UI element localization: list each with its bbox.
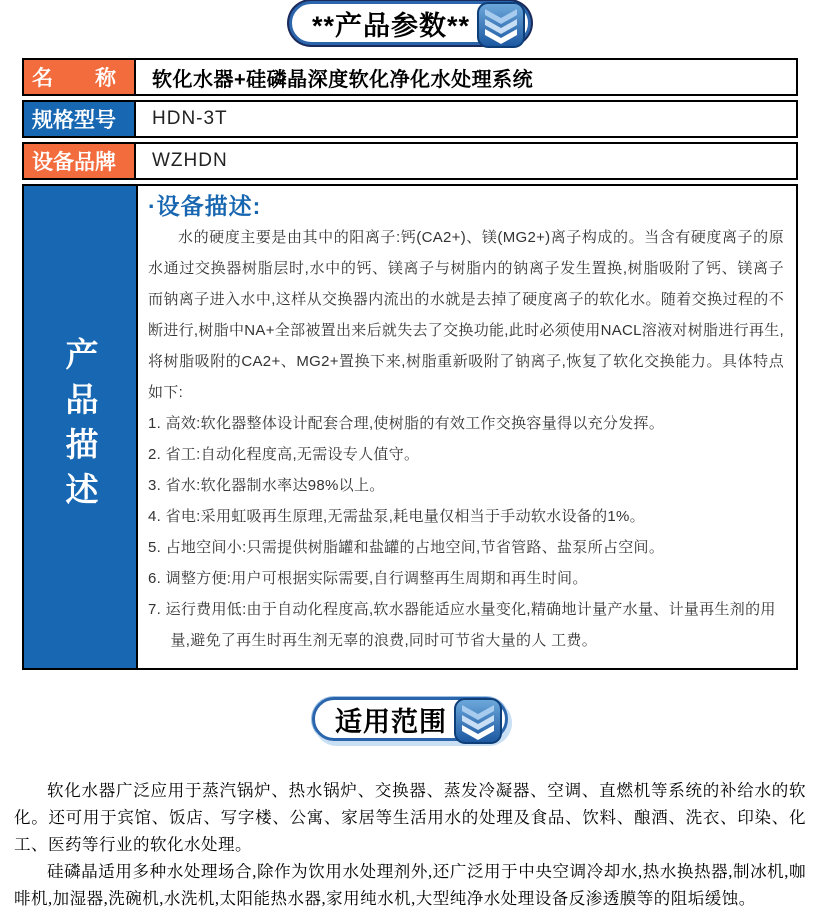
params-badge-label: **产品参数** <box>311 10 471 41</box>
list-item: 6. 调整方便:用户可根据实际需要,自行调整再生周期和再生时间。 <box>148 570 588 587</box>
spec-label-name: 名 称 <box>24 60 136 94</box>
product-description-section <box>22 184 798 670</box>
spec-table <box>22 58 798 180</box>
description-sidebar <box>24 186 138 668</box>
list-item: 7. 运行费用低:由于自动化程度高,软水器能适应水量变化,精确地计量产水量、计量再生剂的用量,避免了再生时再生剂无辜的浪费,同时可节省大量的人 工费。 <box>148 601 776 649</box>
spec-value-name: 软化水器+硅磷晶深度软化净化水处理系统 <box>152 68 534 91</box>
scope-badge-label: 适用范围 <box>335 706 447 737</box>
params-badge <box>289 1 531 45</box>
feature-list <box>148 408 784 656</box>
params-badge-row <box>0 0 820 45</box>
list-item: 1. 高效:软化器整体设计配套合理,使树脂的有效工作交换容量得以充分发挥。 <box>148 415 665 432</box>
description-content <box>138 186 796 668</box>
description-sidebar-label: 产品描述 <box>61 337 99 517</box>
spec-label-model: 规格型号 <box>24 102 136 136</box>
spec-value-brand: WZHDN <box>152 150 228 171</box>
chevron-triple-down-icon <box>476 1 526 49</box>
equipment-description-intro: 水的硬度主要是由其中的阳离子:钙(CA2+)、镁(MG2+)离子构成的。当含有硬度离子的原水通过交换器树脂层时,水中的钙、镁离子与树脂内的钠离子发生置换,树脂吸附了钙、镁离子而钠离子进入水中,这样从交换器内流出的水就是去掉了硬度离子的软化水。随着交换过程的不断进行,树脂中NA+全部被置出来后就失去了交换功能,此时必须使用NACL溶液对树脂进行再生,将树脂吸附的CA2+、MG2+置换下来,树脂重新吸附了钠离子,恢复了软化交换能力。具体特点如下: <box>148 229 784 401</box>
spec-label-brand: 设备品牌 <box>24 144 136 178</box>
scope-paragraph-1: 软化水器广泛应用于蒸汽锅炉、热水锅炉、交换器、蒸发冷凝器、空调、直燃机等系统的补给水的软化。还可用于宾馆、饭店、写字楼、公寓、家居等生活用水的处理及食品、饮料、酿酒、洗衣、印染、化工、医药等行业的软化水处理。 <box>14 781 806 854</box>
list-item: 2. 省工:自动化程度高,无需设专人值守。 <box>148 446 420 463</box>
table-row <box>22 100 798 138</box>
scope-badge <box>312 697 508 741</box>
spec-value-model: HDN-3T <box>152 108 228 129</box>
table-row <box>22 142 798 180</box>
list-item: 5. 占地空间小:只需提供树脂罐和盐罐的占地空间,节省管路、盐泵所占空间。 <box>148 539 665 556</box>
scope-paragraph-2: 硅磷晶适用多种水处理场合,除作为饮用水处理剂外,还广泛用于中央空调冷却水,热水换热器,制冰机,咖啡机,加湿器,洗碗机,水洗机,太阳能热水器,家用纯水机,大型纯净水处理设备反渗透膜等的阻垢缓蚀。 <box>14 862 806 908</box>
list-item: 4. 省电:采用虹吸再生原理,无需盐泵,耗电量仅相当于手动软水设备的1%。 <box>148 508 645 525</box>
scope-text-section <box>14 777 806 912</box>
list-item: 3. 省水:软化器制水率达98%以上。 <box>148 477 385 494</box>
chevron-triple-down-icon <box>453 697 503 745</box>
equipment-description-heading: ·设备描述: <box>148 193 262 219</box>
table-row <box>22 58 798 96</box>
scope-badge-row <box>0 697 820 741</box>
